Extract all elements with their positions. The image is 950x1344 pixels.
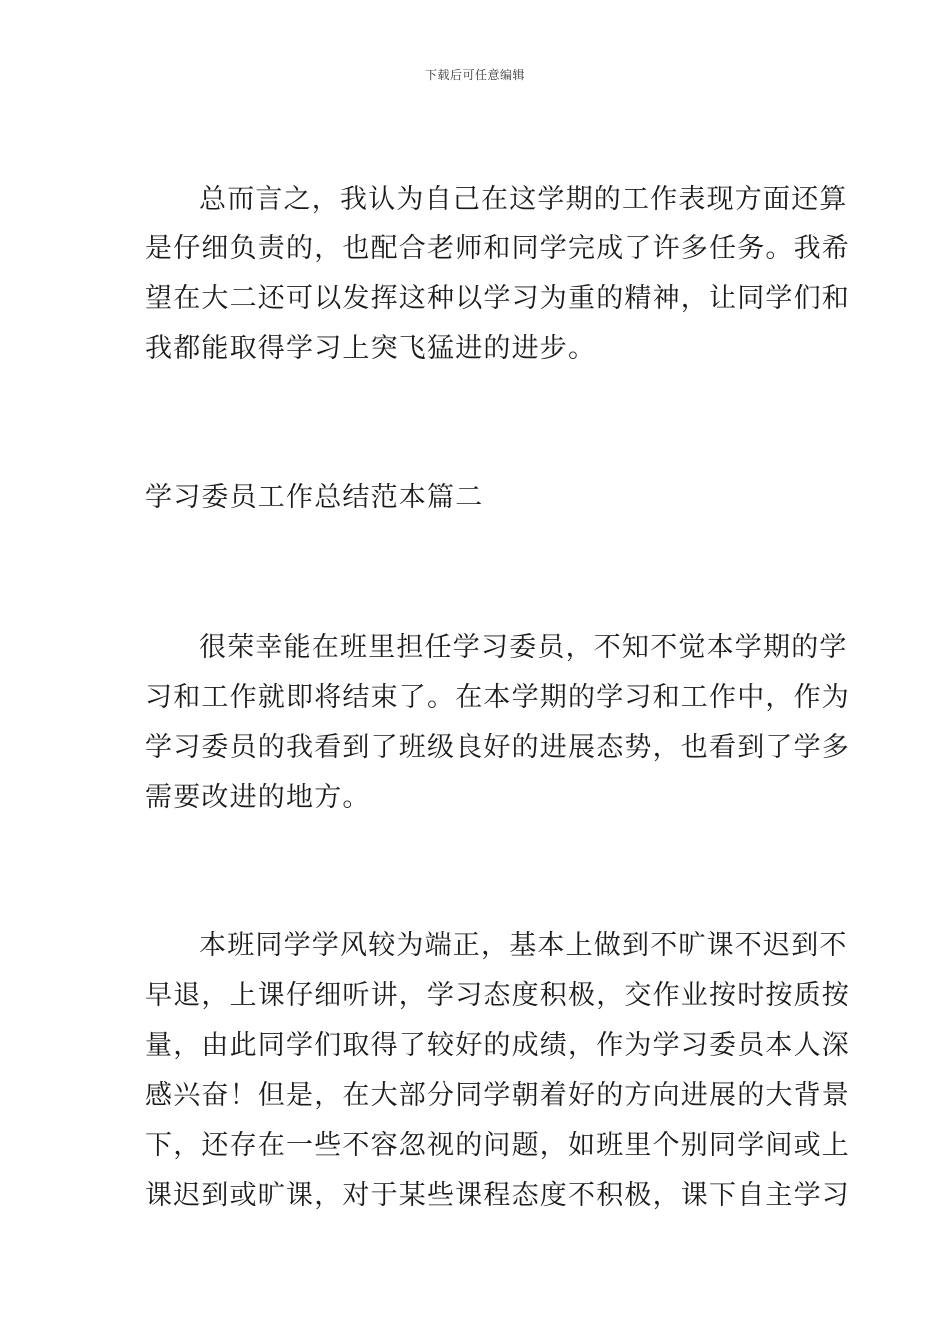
paragraph-line: 我都能取得学习上突飞猛进的进步。 — [145, 333, 597, 364]
section-heading: 学习委员工作总结范本篇二 — [145, 482, 484, 513]
paragraph-line: 课迟到或旷课，对于某些课程态度不积极，课下自主学习 — [145, 1180, 850, 1211]
paragraph-line: 望在大二还可以发挥这种以学习为重的精神，让同学们和 — [145, 283, 850, 314]
paragraph-line: 是仔细负责的，也配合老师和同学完成了许多任务。我希 — [145, 233, 850, 264]
paragraph-line: 习和工作就即将结束了。在本学期的学习和工作中，作为 — [145, 682, 850, 713]
paragraph-line: 很荣幸能在班里担任学习委员，不知不觉本学期的学 — [199, 632, 848, 663]
paragraph-line: 学习委员的我看到了班级良好的进展态势，也看到了学多 — [145, 732, 850, 763]
paragraph-line: 本班同学学风较为端正，基本上做到不旷课不迟到不 — [199, 930, 848, 961]
paragraph-line: 量，由此同学们取得了较好的成绩，作为学习委员本人深 — [145, 1030, 850, 1061]
paragraph-line: 总而言之，我认为自己在这学期的工作表现方面还算 — [199, 184, 848, 215]
paragraph-line: 需要改进的地方。 — [145, 782, 371, 813]
header-note: 下载后可任意编辑 — [424, 68, 525, 82]
paragraph-line: 下，还存在一些不容忽视的问题，如班里个别同学间或上 — [145, 1130, 850, 1161]
paragraph-line: 感兴奋！但是，在大部分同学朝着好的方向进展的大背景 — [145, 1080, 850, 1111]
paragraph-line: 早退，上课仔细听讲，学习态度积极，交作业按时按质按 — [145, 980, 850, 1011]
